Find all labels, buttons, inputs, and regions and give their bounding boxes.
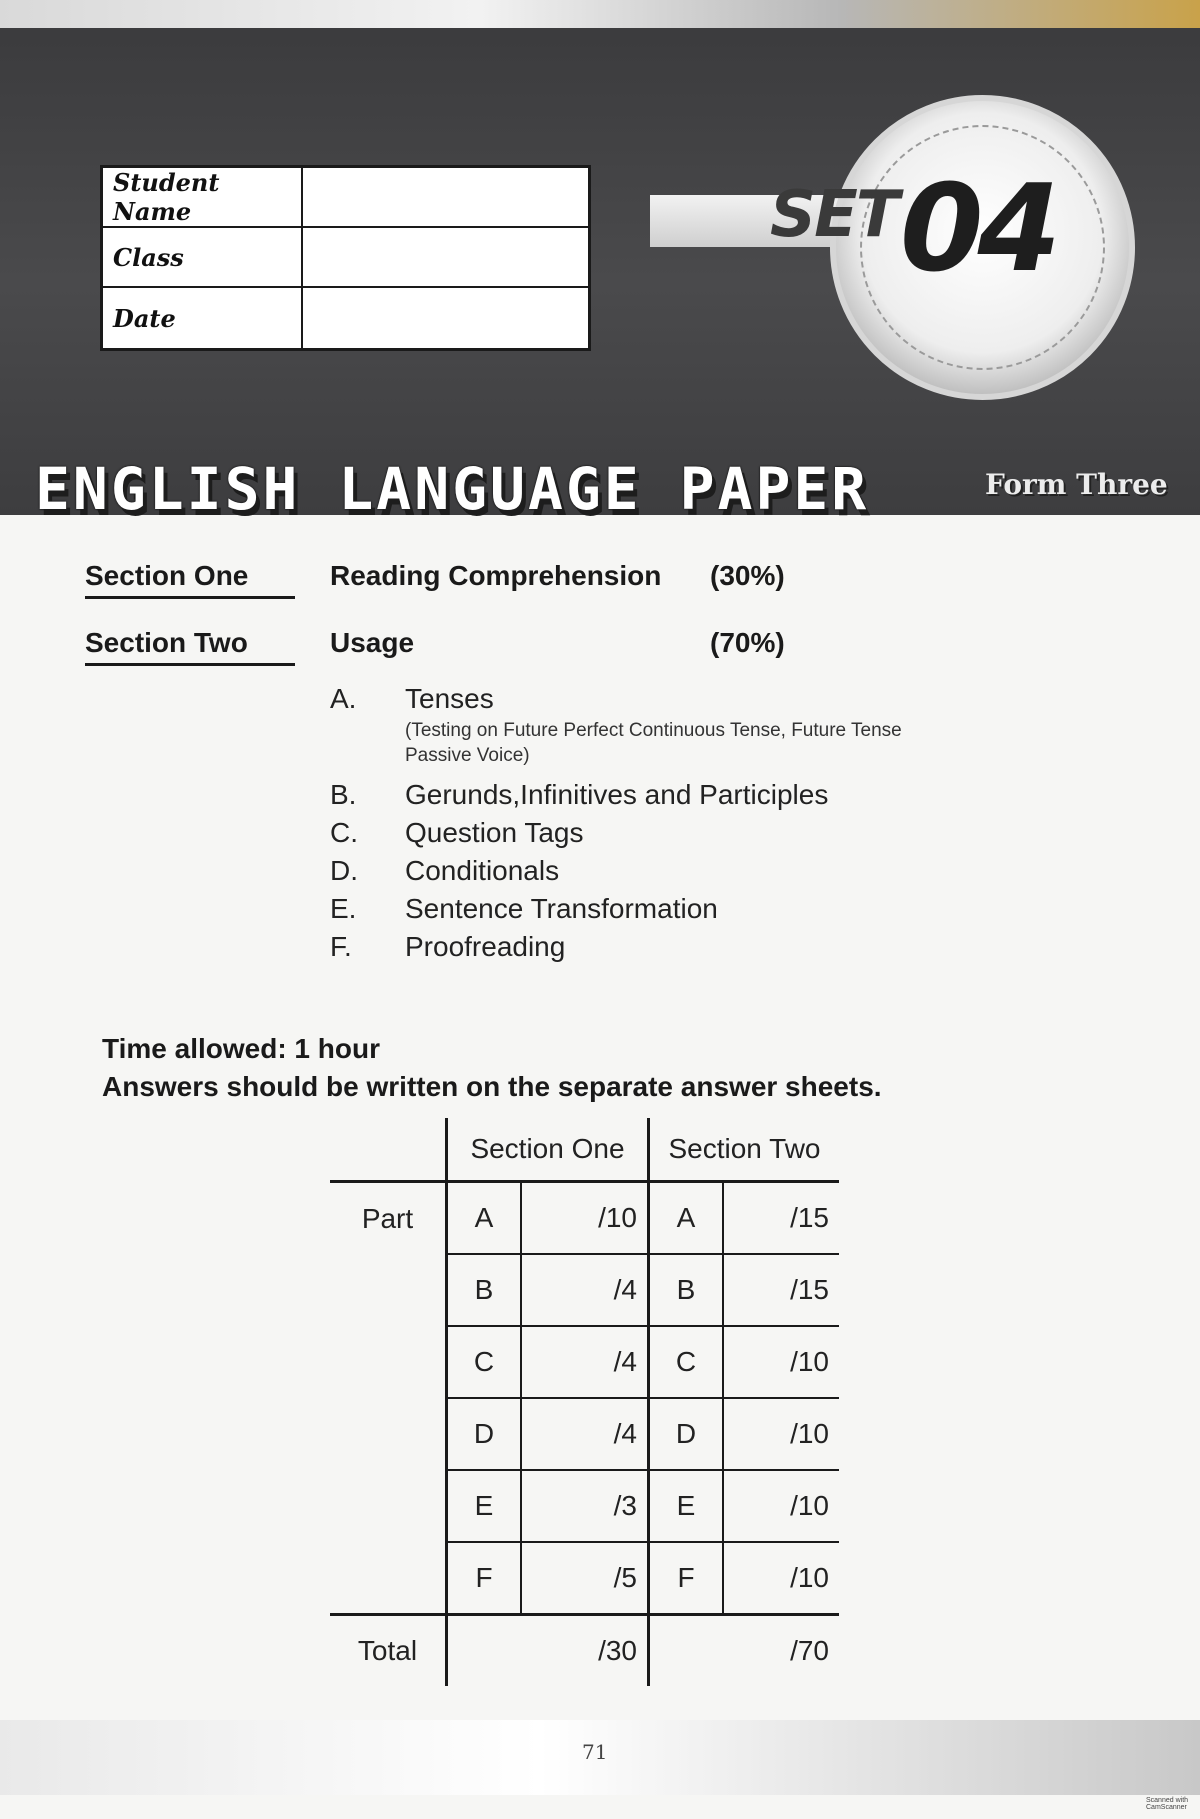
- s1-part: F: [447, 1542, 522, 1615]
- list-item: [330, 680, 965, 718]
- s2-mark: /10: [723, 1398, 839, 1470]
- marks-table: [330, 1118, 839, 1686]
- time-allowed: Time allowed: 1 hour: [102, 1033, 380, 1064]
- date-field[interactable]: [303, 288, 588, 348]
- list-item: [330, 814, 965, 852]
- answer-instruction: Answers should be written on the separate answer sheets.: [102, 1071, 882, 1102]
- student-name-field[interactable]: [303, 168, 588, 228]
- s1-mark: /4: [521, 1326, 649, 1398]
- class-label: Class: [103, 228, 303, 288]
- s1-mark: /5: [521, 1542, 649, 1615]
- s2-part: F: [649, 1542, 724, 1615]
- section-topic: Usage: [330, 627, 415, 658]
- s1-part: B: [447, 1254, 522, 1326]
- section-label: Section Two: [85, 627, 295, 666]
- list-item: [330, 890, 965, 928]
- item-text: Sentence Transformation: [405, 893, 718, 924]
- table-row: [330, 1542, 839, 1615]
- item-text: Tenses: [405, 683, 494, 714]
- s1-part: C: [447, 1326, 522, 1398]
- paper-title: ENGLISH LANGUAGE PAPER: [35, 455, 870, 523]
- list-item: [330, 776, 965, 814]
- class-field[interactable]: [303, 228, 588, 288]
- s1-part: A: [447, 1182, 522, 1255]
- table-row: [330, 1182, 839, 1255]
- set-number: 04: [900, 160, 1055, 299]
- total-label: Total: [330, 1615, 447, 1687]
- item-letter: F.: [330, 931, 352, 962]
- item-text: Question Tags: [405, 817, 584, 848]
- s2-part: D: [649, 1398, 724, 1470]
- s2-part: B: [649, 1254, 724, 1326]
- part-label: Part: [330, 1182, 447, 1255]
- s2-part: C: [649, 1326, 724, 1398]
- scanner-watermark: Scanned with CamScanner: [1146, 1797, 1189, 1811]
- set-word: SET: [770, 178, 898, 252]
- header-banner: [0, 0, 1200, 523]
- item-text: Conditionals: [405, 855, 560, 886]
- s1-total: /30: [447, 1615, 649, 1687]
- student-name-label: Student Name: [103, 168, 303, 228]
- header-section-one: Section One: [447, 1118, 649, 1182]
- item-letter: A.: [330, 683, 357, 714]
- s2-mark: /10: [723, 1326, 839, 1398]
- section-two-row: [85, 627, 785, 666]
- table-row: [330, 1326, 839, 1398]
- section-weight: (70%): [710, 627, 785, 658]
- section-label: Section One: [85, 560, 295, 599]
- table-row: [330, 1470, 839, 1542]
- table-header-row: [330, 1118, 839, 1182]
- item-note: (Testing on Future Perfect Continuous Tense, Future Tense Passive Voice): [405, 720, 902, 766]
- s2-mark: /15: [723, 1182, 839, 1255]
- usage-topic-list: [330, 680, 965, 966]
- s1-mark: /10: [521, 1182, 649, 1255]
- header-top-strip: [0, 0, 1200, 28]
- student-info-box: [100, 165, 591, 351]
- s1-mark: /4: [521, 1398, 649, 1470]
- section-one-row: [85, 560, 785, 599]
- table-row: [330, 1254, 839, 1326]
- page-number: 71: [582, 1740, 608, 1764]
- s2-mark: /10: [723, 1542, 839, 1615]
- list-item: [330, 852, 965, 890]
- section-topic: Reading Comprehension: [330, 560, 662, 591]
- s2-total: /70: [649, 1615, 840, 1687]
- table-row: [330, 1398, 839, 1470]
- s2-part: A: [649, 1182, 724, 1255]
- instructions: [102, 1030, 882, 1106]
- date-label: Date: [103, 288, 303, 348]
- item-text: Proofreading: [405, 931, 566, 962]
- header-section-two: Section Two: [649, 1118, 840, 1182]
- item-letter: E.: [330, 893, 357, 924]
- section-weight: (30%): [710, 560, 785, 591]
- s1-mark: /3: [521, 1470, 649, 1542]
- item-letter: B.: [330, 779, 357, 810]
- s2-mark: /15: [723, 1254, 839, 1326]
- s1-part: D: [447, 1398, 522, 1470]
- s2-mark: /10: [723, 1470, 839, 1542]
- form-level: Form Three: [985, 468, 1168, 501]
- total-row: [330, 1615, 839, 1687]
- item-letter: D.: [330, 855, 358, 886]
- item-letter: C.: [330, 817, 358, 848]
- s2-part: E: [649, 1470, 724, 1542]
- s1-part: E: [447, 1470, 522, 1542]
- s1-mark: /4: [521, 1254, 649, 1326]
- list-item: [330, 928, 965, 966]
- item-text: Gerunds,Infinitives and Participles: [405, 779, 829, 810]
